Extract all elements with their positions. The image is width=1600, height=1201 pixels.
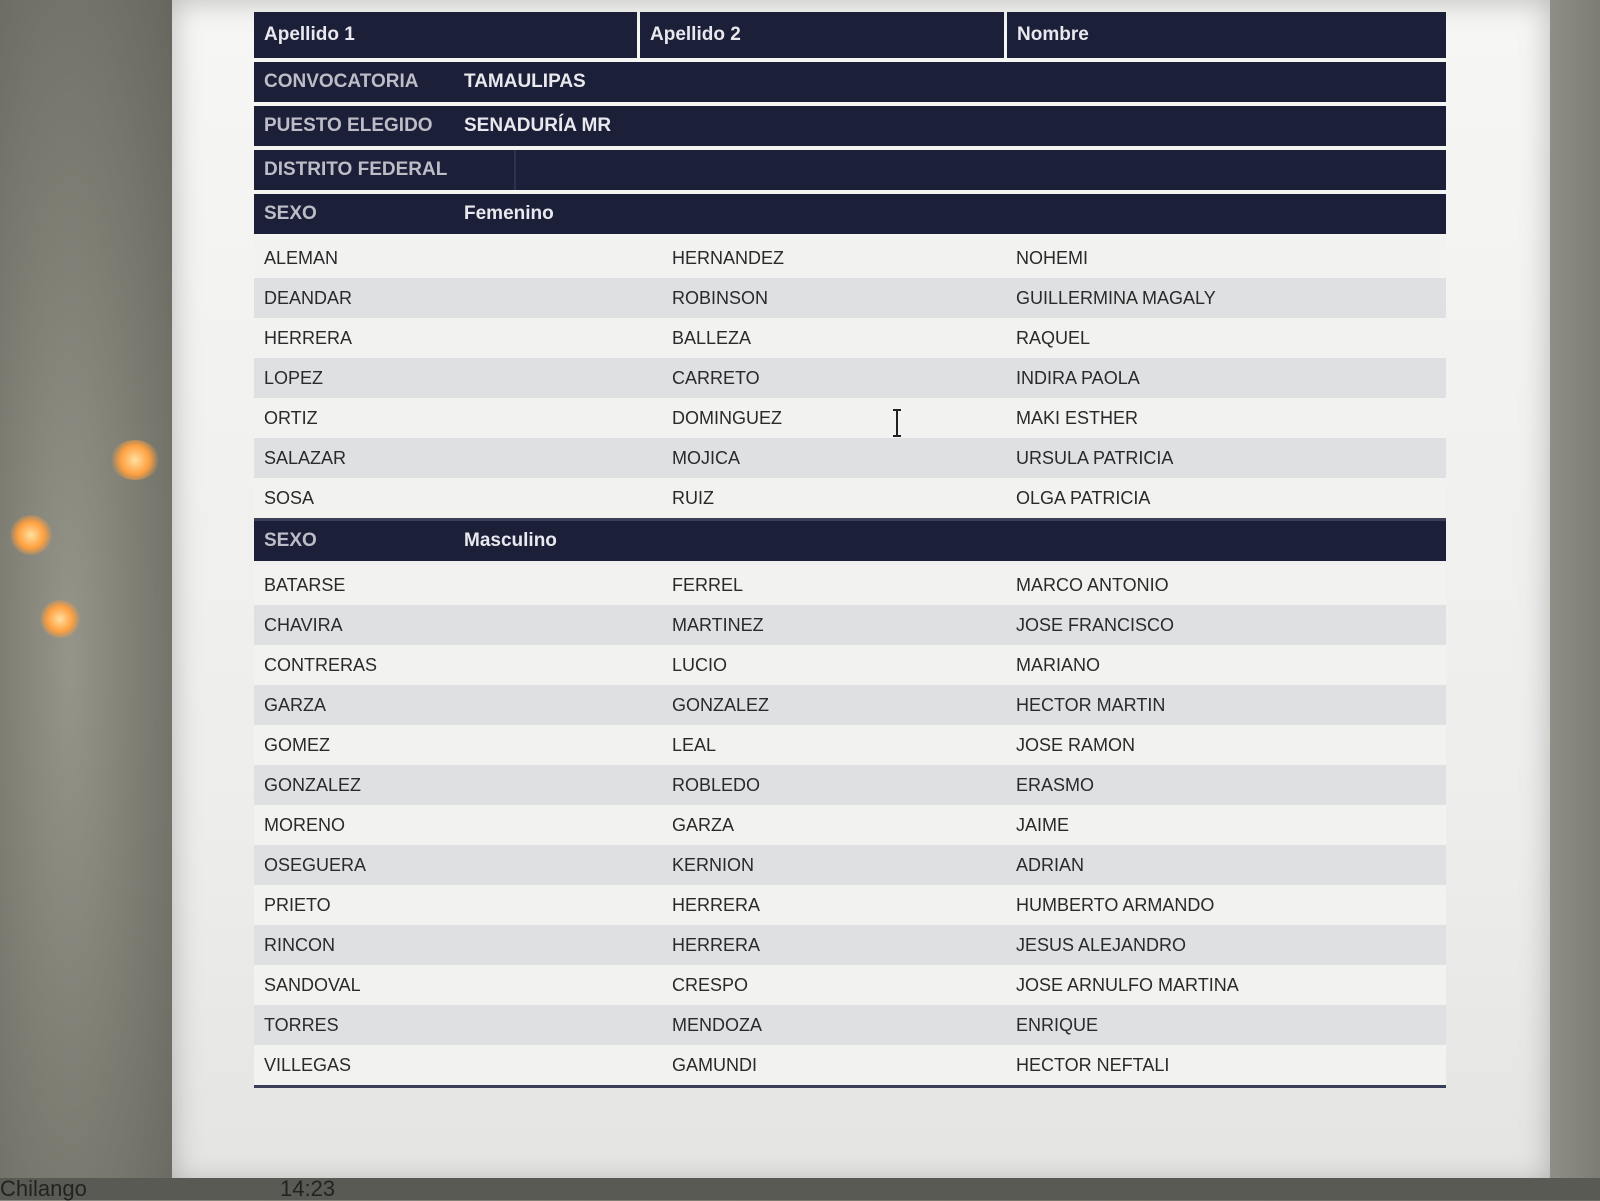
apellido2-cell: MOJICA [672, 447, 741, 468]
apellido1-cell: RINCON [264, 934, 335, 955]
nombre-cell: JAIME [1016, 814, 1070, 835]
nombre-cell: MARIANO [1016, 654, 1101, 675]
taskbar-label[interactable]: Chilango [0, 1176, 87, 1201]
table-row [254, 478, 1446, 518]
table-row [254, 885, 1446, 925]
apellido1-cell: VILLEGAS [264, 1054, 352, 1075]
sexo-label: SEXO [264, 530, 317, 551]
nombre-cell: HUMBERTO ARMANDO [1016, 894, 1215, 915]
nombre-cell: ERASMO [1016, 774, 1095, 795]
table-row [254, 1045, 1446, 1085]
nombre-cell: MAKI ESTHER [1016, 407, 1139, 428]
table-row [254, 845, 1446, 885]
apellido1-cell: SOSA [264, 487, 315, 508]
taskbar [0, 1178, 1600, 1200]
apellido1-cell: TORRES [264, 1014, 339, 1035]
apellido1-cell: GONZALEZ [264, 774, 362, 795]
nombre-cell: ADRIAN [1016, 854, 1085, 875]
nombre-cell: JOSE RAMON [1016, 734, 1136, 755]
convocatoria-value: TAMAULIPAS [464, 71, 586, 92]
nombre-cell: INDIRA PAOLA [1016, 367, 1140, 388]
taskbar-time: 14:23 [280, 1176, 336, 1201]
apellido1-cell: ALEMAN [264, 247, 339, 268]
distrito-row [254, 150, 1446, 190]
light-reflection [10, 515, 52, 555]
apellido1-cell: HERRERA [264, 327, 353, 348]
apellido1-cell: BATARSE [264, 574, 346, 595]
apellido1-cell: CONTRERAS [264, 654, 378, 675]
apellido2-cell: LUCIO [672, 654, 728, 675]
candidates-table [254, 12, 1446, 1088]
nombre-cell: NOHEMI [1016, 247, 1088, 268]
apellido2-cell: MARTINEZ [672, 614, 764, 635]
apellido2-cell: GAMUNDI [672, 1054, 757, 1075]
convocatoria-label: CONVOCATORIA [264, 71, 419, 92]
table-row [254, 358, 1446, 398]
apellido2-cell: HERRERA [672, 894, 761, 915]
apellido1-cell: LOPEZ [264, 367, 324, 388]
column-header-apellido2: Apellido 2 [640, 12, 1004, 58]
table-row [254, 725, 1446, 765]
table-row [254, 925, 1446, 965]
group-divider [254, 1085, 1446, 1088]
nombre-cell: JOSE FRANCISCO [1016, 614, 1175, 635]
sexo-value: Femenino [464, 203, 554, 224]
apellido2-cell: MENDOZA [672, 1014, 762, 1035]
apellido2-cell: CRESPO [672, 974, 749, 995]
apellido2-cell: ROBLEDO [672, 774, 761, 795]
table-row [254, 318, 1446, 358]
light-reflection [110, 440, 160, 480]
apellido1-cell: PRIETO [264, 894, 331, 915]
column-header-nombre: Nombre [1007, 12, 1446, 58]
apellido1-cell: MORENO [264, 814, 345, 835]
nombre-cell: JESUS ALEJANDRO [1016, 934, 1187, 955]
convocatoria-row [254, 62, 1446, 102]
apellido2-cell: ROBINSON [672, 287, 769, 308]
table-row [254, 645, 1446, 685]
table-row [254, 398, 1446, 438]
group-rows [254, 565, 1446, 1085]
apellido2-cell: FERREL [672, 574, 744, 595]
nombre-cell: MARCO ANTONIO [1016, 574, 1169, 595]
apellido2-cell: HERNANDEZ [672, 247, 785, 268]
sexo-value: Masculino [464, 530, 557, 551]
monitor-bezel-left [0, 0, 175, 1200]
apellido2-cell: DOMINGUEZ [672, 407, 782, 428]
nombre-cell: GUILLERMINA MAGALY [1016, 287, 1216, 308]
text-cursor-icon [890, 408, 904, 438]
apellido1-cell: SANDOVAL [264, 974, 361, 995]
nombre-cell: RAQUEL [1016, 327, 1091, 348]
table-row [254, 965, 1446, 1005]
distrito-label: DISTRITO FEDERAL [264, 159, 448, 180]
document-screen [172, 0, 1550, 1185]
group-rows [254, 238, 1446, 518]
puesto-row [254, 106, 1446, 146]
puesto-label: PUESTO ELEGIDO [264, 115, 433, 136]
nombre-cell: ENRIQUE [1016, 1014, 1099, 1035]
table-row [254, 805, 1446, 845]
apellido2-cell: BALLEZA [672, 327, 752, 348]
column-header-apellido1: Apellido 1 [254, 12, 637, 58]
table-row [254, 238, 1446, 278]
candidate-groups [254, 194, 1446, 1088]
puesto-value: SENADURÍA MR [464, 115, 612, 136]
nombre-cell: HECTOR NEFTALI [1016, 1054, 1170, 1075]
sexo-row [254, 521, 1446, 561]
table-row [254, 1005, 1446, 1045]
apellido2-cell: CARRETO [672, 367, 760, 388]
apellido1-cell: GOMEZ [264, 734, 330, 755]
nombre-cell: URSULA PATRICIA [1016, 447, 1174, 468]
sexo-row [254, 194, 1446, 234]
apellido2-cell: GONZALEZ [672, 694, 770, 715]
table-row [254, 605, 1446, 645]
nombre-cell: JOSE ARNULFO MARTINA [1016, 974, 1239, 995]
apellido2-cell: HERRERA [672, 934, 761, 955]
apellido2-cell: LEAL [672, 734, 717, 755]
distrito-divider [514, 150, 516, 190]
light-reflection [40, 600, 80, 638]
table-row [254, 278, 1446, 318]
table-header [254, 12, 1446, 58]
apellido1-cell: SALAZAR [264, 447, 347, 468]
apellido1-cell: OSEGUERA [264, 854, 367, 875]
table-row [254, 765, 1446, 805]
nombre-cell: OLGA PATRICIA [1016, 487, 1151, 508]
table-row [254, 438, 1446, 478]
nombre-cell: HECTOR MARTIN [1016, 694, 1166, 715]
apellido1-cell: GARZA [264, 694, 327, 715]
table-row [254, 685, 1446, 725]
table-row [254, 565, 1446, 605]
apellido2-cell: KERNION [672, 854, 755, 875]
apellido1-cell: CHAVIRA [264, 614, 343, 635]
apellido2-cell: GARZA [672, 814, 735, 835]
sexo-label: SEXO [264, 203, 317, 224]
apellido1-cell: ORTIZ [264, 407, 318, 428]
apellido1-cell: DEANDAR [264, 287, 353, 308]
apellido2-cell: RUIZ [672, 487, 714, 508]
